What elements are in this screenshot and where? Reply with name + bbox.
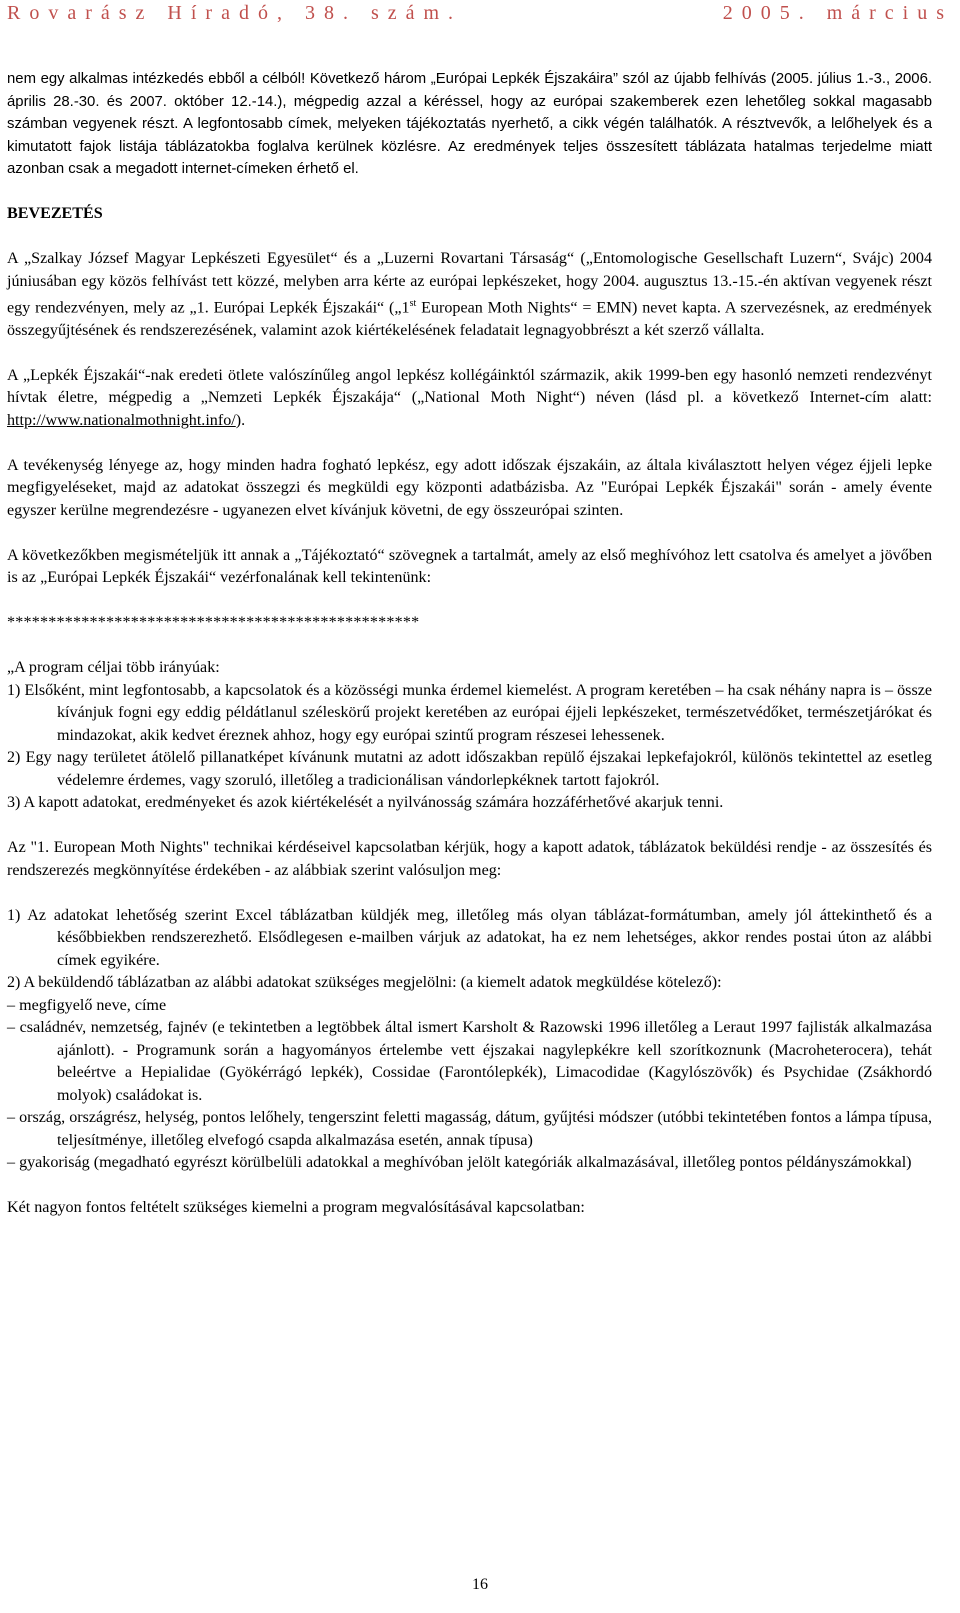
required-field-item: – ország, országrész, helység, pontos lelőhely, tengerszint feletti magasság, dátum, gyűjtési módszer (utóbbi tekintetében fontos a lámpa típusa, teljesítménye, illetőleg elvefogó csapda alkalmazása esetén, annak típusa) [7,1109,932,1149]
paragraph-4: A következőkben megismételjük itt annak a „Tájékoztató“ szövegnek a tartalmát, amely az első meghívóhoz lett csatolva és amelyet a jövőben is az „Európai Lepkék Éjszakái“ vezérfonalának kell tekintenünk: [7,546,932,587]
paragraph-3: A tevékenység lényege az, hogy minden hadra fogható lepkész, egy adott időszak éjszakáin, az általa kiválasztott helyen végez éjjeli lepke megfigyeléseket, majd az adatokat összegzi és megküldi egy központi adatbázisba. Az "Európai Lepkék Éjszakái" során - amely évente egyszer kerülne megrendezésre - ugyanezen elvet kívánjuk követni, de egy összeurópai szinten. [7,456,932,519]
issue-date: 2005. március [722,2,953,24]
section-heading: BEVEZETÉS [7,205,103,222]
goal-item: 1) Elsőként, mint legfontosabb, a kapcsolatok és a közösségi munka érdemel kiemelést. A program keretében – ha csak néhány napra is – össze kívánjuk fogni egy eddig példátlanul széleskörű projekt keretében az európai éjjeli lepkészeket, természetvédőket, természetjárókat és mindazokat, akik kedvet éreznek ahhoz, hogy egy európai szintű program részesei lehessenek. [7,681,932,744]
running-header [7,2,953,32]
rule-item: 2) A beküldendő táblázatban az alábbi adatokat szükséges megjelölni: (a kiemelt adatok megküldése kötelező): [7,974,722,992]
intro-sentence-1: nem egy alkalmas intézkedés ebből a célból! Következő három „Európai Lepkék Éjszakáira” szól az újabb felhívás (2005. július 1.-3., 2006. április 28.-30. és 2007. október 12.-14.), mégpedig azzal a kéréssel, hogy az európai szakemberek ezen lehetőleg sokkal magasabb számban vegyenek részt. A legfontosabb címek, melyeken tájékoztatás nyerhető, a cikk végén találhatók. [7,71,932,132]
intro-sentence-3: Az eredmények teljes összesített táblázata hatalmas terjedelme miatt azonban csak a megadott internet-címeken érhető el. [7,138,932,177]
goal-item: 3) A kapott adatokat, eredményeket és azok kiértékelését a nyilvánosság számára hozzáférhetővé akarjuk tenni. [7,794,724,812]
paragraph-2-text: A „Lepkék Éjszakái“-nak eredeti ötlete valószínűleg angol lepkész kollégáinktól származik, akik 1999-ben egy hasonló nemzeti rendezvényt hívtak életre, mégpedig a „Nemzeti Lepkék Éjszakája“ („National Moth Night“) néven (lásd pl. a következő Internet-cím alatt: [7,366,932,407]
national-moth-night-link[interactable]: http://www.nationalmothnight.info/ [7,411,236,429]
journal-title: Rovarász Híradó, 38. szám. [7,2,463,24]
separator-stars: ************************************************** [7,614,420,632]
goal-item: 2) Egy nagy területet átölelő pillanatképet kívánunk mutatni az adott időszakban repülő éjszakai lepkefajokról, különös tekintettel az esetleg védelemre érdemes, vagy szoruló, illetőleg a tradicionálisan vándorlepkéknek tartott fajokról. [7,749,932,789]
article-body [7,68,932,1242]
intro-sentence-2: A résztvevők, a lelőhelyek és a kimutatott fajok listája táblázatokba foglalva kerülnek közlésre. [7,116,932,155]
paragraph-1-text: A „Szalkay József Magyar Lepkészeti Egyesület“ és a „Luzerni Rovartani Társaság“ („Entomologische Gesellschaft Luzern“, Svájc) 2004 júniusában egy közös felhívást tett közzé, melyben arra kérte az európai lepkészeket, hogy 2004. augusztus 13.-15.-én aktívan vegyenek részt egy rendezvényen, mely az „1. Európai Lepkék Éjszakái“ („1 [7,250,932,317]
page-number: 16 [472,1576,488,1593]
paragraph-2 [7,365,932,433]
rule-item: 1) Az adatokat lehetőség szerint Excel táblázatban küldjék meg, illetőleg más olyan táblázat-formátumban, amely jól áttekinthető és a későbbiekben rendszerezhető. Elsődlegesen e-mailben várjuk az adatokat, ha ez nem lehetséges, akkor rendes postai úton az alábbi címek egyikére. [7,906,932,969]
paragraph-1-rest: European Moth Nights“ = EMN) nevet kapta. A szervezésnek, az eredmények összegyűjtésének és rendszerezésének, valamint azok kiértékelésének feladatait legnagyobbrészt a két szerző vállalta. [7,299,932,339]
paragraph-1 [7,248,932,342]
paragraph-6: Két nagyon fontos feltételt szükséges kiemelni a program megvalósításával kapcsolatban: [7,1199,585,1217]
paragraph-5: Az "1. European Moth Nights" technikai kérdéseivel kapcsolatban kérjük, hogy a kapott adatok, táblázatok beküldési rendje - az összesítés és rendszerezés megkönnyítése érdekében - az alábbiak szerint valósuljon meg: [7,839,932,879]
superscript-st: st [409,298,417,309]
required-field-item: – családnév, nemzetség, fajnév (e tekintetben a legtöbbek által ismert Karsholt & Razowski 1996 illetőleg a Leraut 1997 fajlisták alkalmazása ajánlott). - Programunk során a hagyományos értelembe vett éjszakai nagylepkékre kell szorítkoznunk (Macroheterocera), tehát beleértve a Hepialidae (Gyökérrágó lepkék), Cossidae (Farontólepkék), Limacodidae (Kagylószövők) és Psychidae (Zsákhordó molyok) családokat is. [7,1019,932,1104]
required-field-item: – gyakoriság (megadható egyrészt körülbelüli adatokkal a meghívóban jelölt kategóriák alkalmazásával, illetőleg pontos példányszámokkal) [7,1154,912,1172]
goals-intro: „A program céljai több irányúak: [7,659,220,677]
required-field-item: – megfigyelő neve, címe [7,996,167,1014]
paragraph-2-end: ). [235,411,246,429]
intro-paragraph [7,68,932,181]
